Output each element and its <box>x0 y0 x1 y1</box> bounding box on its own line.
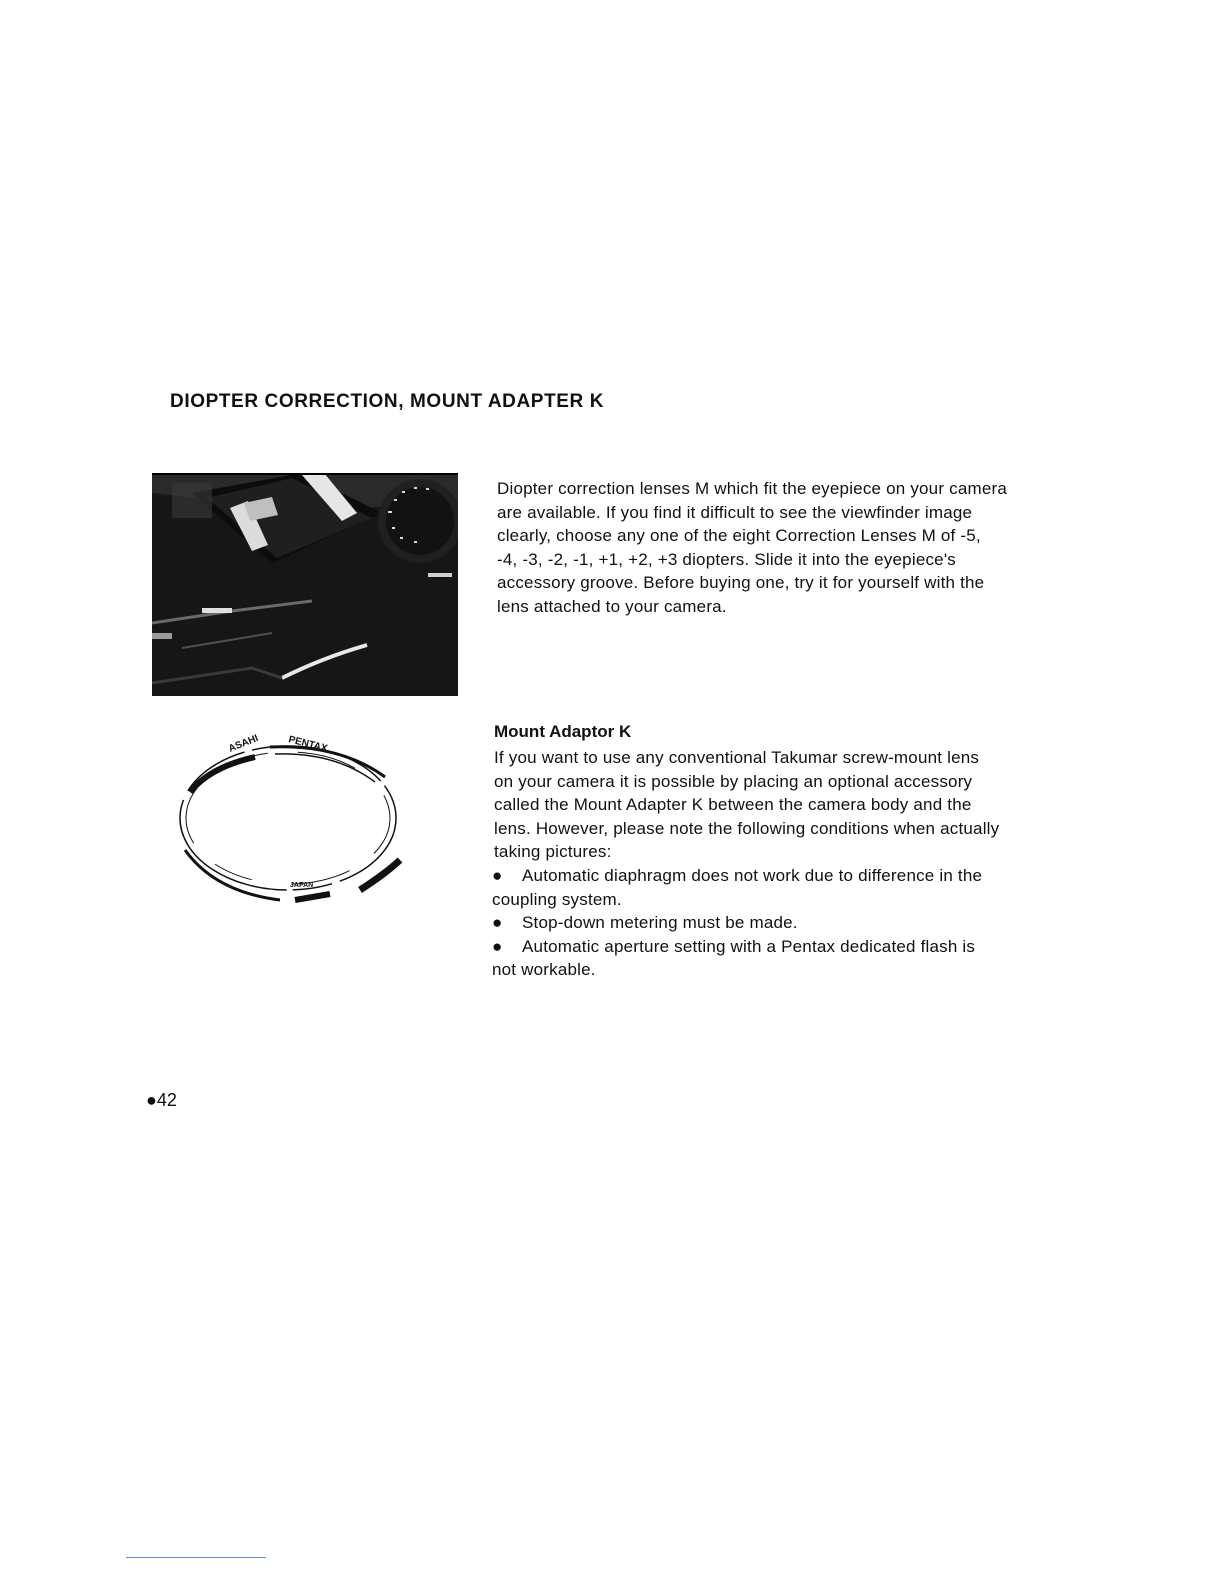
mount-adaptor-heading: Mount Adaptor K <box>494 722 632 741</box>
ring-origin-marking: JAPAN <box>290 882 314 889</box>
list-item-text: Automatic diaphragm does not work due to difference in the coupling system. <box>492 866 983 909</box>
bullet-icon: ● <box>492 866 503 885</box>
eyepiece-photo <box>152 473 458 696</box>
mount-adapter-ring-drawing <box>170 722 420 912</box>
list-item <box>492 911 1112 935</box>
bottom-divider <box>126 1557 266 1558</box>
bullet-icon: ● <box>492 936 503 956</box>
list-item <box>492 864 1112 911</box>
diopter-correction-paragraph: Diopter correction lenses M which fit the eyepiece on your camera are available. If you find it difficult to see the viewfinder image clearly, choose any one of the eight Correction Lenses M of -5, -4, -3, -2, -1, +1, +2, +3 diopters. Slide it into the eyepiece's accessory groove. Before buying one, try it for yourself with the lens attached to your camera. <box>497 479 1008 616</box>
list-item-text: Automatic aperture setting with a Pentax dedicated flash is not workable. <box>492 936 976 979</box>
list-item-text: Stop-down metering must be made. <box>522 913 798 932</box>
bullet-icon: ● <box>492 913 503 932</box>
page-heading: DIOPTER CORRECTION, MOUNT ADAPTER K <box>170 391 605 412</box>
ring-brand-right: PENTAX <box>287 734 329 755</box>
conditions-list <box>492 864 1112 982</box>
mount-adaptor-paragraph: If you want to use any conventional Takumar screw-mount lens on your camera it is possible by placing an optional accessory called the Mount Adapter K between the camera body and the lens. However, please note the following conditions when actually taking pictures: <box>494 748 1000 861</box>
list-item <box>492 935 1112 982</box>
ring-brand-left: ASAHI <box>227 732 260 755</box>
page-number: ●42 <box>146 1090 177 1110</box>
